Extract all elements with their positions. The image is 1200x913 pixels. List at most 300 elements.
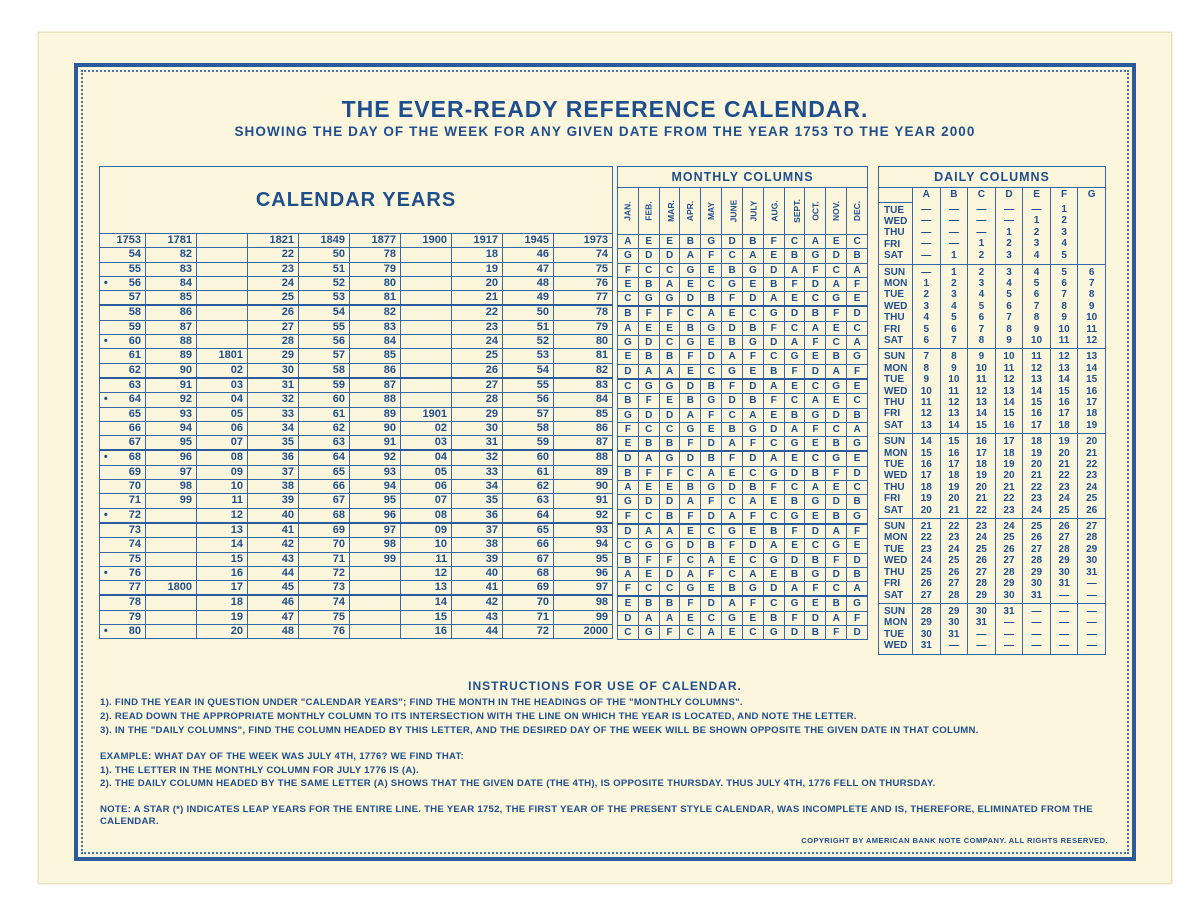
weekday-names — [879, 519, 913, 604]
year-cell: 55 — [503, 378, 554, 393]
month-letter-cell: E — [701, 263, 722, 277]
date-value: 22 — [920, 532, 932, 544]
year-row — [100, 248, 613, 262]
month-letter-cell: E — [784, 539, 805, 553]
month-letter-cell: A — [680, 408, 701, 422]
year-cell: 59 — [503, 436, 554, 451]
month-label: JULY — [748, 200, 759, 222]
year-row — [100, 320, 613, 334]
date-value: 20 — [975, 481, 987, 493]
month-letter-cell: E — [826, 394, 847, 408]
daily-date-column — [995, 434, 1023, 519]
month-letter-cell: A — [701, 306, 722, 321]
year-cell: 87 — [146, 320, 197, 334]
month-letter-cell: B — [659, 596, 680, 611]
daily-letter: B — [940, 188, 968, 203]
date-value: — — [1003, 628, 1014, 640]
date-value: — — [1059, 628, 1070, 640]
date-value: 8 — [1088, 289, 1095, 301]
month-letter-cell: F — [701, 567, 722, 581]
month-letter-cell: G — [805, 495, 826, 509]
month-letter-cell: F — [847, 277, 868, 291]
weekday-name: SAT — [884, 250, 904, 262]
date-value: — — [1031, 628, 1042, 640]
weekday-name: WED — [884, 300, 908, 312]
date-value: 19 — [1058, 436, 1070, 448]
year-cell: 63 — [503, 494, 554, 508]
date-value: 8 — [923, 362, 930, 374]
year-cell: 11 — [197, 494, 248, 508]
month-letter-cell: D — [784, 466, 805, 480]
year-cell: 28 — [248, 335, 299, 349]
year-cell: 12 — [197, 508, 248, 523]
year-cell: 94 — [554, 538, 613, 552]
year-cell: 80 — [112, 625, 146, 639]
month-letter-cell: C — [618, 626, 639, 640]
daily-date-column — [1050, 264, 1078, 349]
month-letter-cell: B — [701, 539, 722, 553]
month-letter-cell: A — [784, 422, 805, 436]
month-letter-cell: G — [701, 394, 722, 408]
month-header — [722, 188, 743, 235]
year-cell: 1753 — [112, 234, 146, 248]
month-letter-cell: C — [742, 466, 763, 480]
month-letter-cell: F — [680, 596, 701, 611]
date-value: — — [976, 226, 987, 238]
month-letter-cell: G — [722, 364, 743, 379]
month-letter-cell: C — [742, 306, 763, 321]
month-header — [784, 188, 805, 235]
date-value: 19 — [1086, 419, 1098, 431]
date-value: 17 — [948, 459, 960, 471]
month-letter-cell: D — [722, 481, 743, 495]
date-value: 26 — [948, 566, 960, 578]
month-letter-cell: A — [701, 553, 722, 567]
month-letter-cell: D — [722, 321, 743, 335]
date-value: 24 — [975, 532, 987, 544]
date-value: 8 — [1006, 323, 1012, 335]
year-cell: 51 — [503, 320, 554, 334]
month-letter-cell: G — [763, 553, 784, 567]
year-cell — [146, 538, 197, 552]
year-cell: 87 — [350, 378, 401, 393]
month-letter-cell: G — [722, 524, 743, 539]
leap-year-marker — [100, 581, 112, 596]
year-cell — [401, 378, 452, 393]
daily-letter: D — [995, 188, 1023, 203]
month-letter-cell: F — [742, 509, 763, 524]
date-value: 3 — [978, 277, 985, 289]
daily-date-column — [1050, 434, 1078, 519]
month-letter-cell: E — [805, 596, 826, 611]
month-letter-cell: F — [826, 553, 847, 567]
year-cell — [401, 305, 452, 320]
year-cell: 61 — [112, 349, 146, 363]
date-value: — — [1086, 617, 1097, 629]
leap-year-marker — [100, 234, 112, 248]
leap-year-marker — [100, 610, 112, 624]
year-cell — [401, 291, 452, 306]
date-value: 22 — [1030, 481, 1043, 493]
year-cell: 30 — [248, 363, 299, 378]
year-cell: 83 — [554, 378, 613, 393]
date-value: 23 — [1058, 481, 1070, 493]
date-value: 16 — [1030, 408, 1043, 420]
date-value: 30 — [975, 605, 987, 617]
month-letter-cell: F — [680, 509, 701, 524]
month-letter-cell: D — [701, 596, 722, 611]
month-letter-cell: E — [826, 321, 847, 335]
year-cell: 85 — [554, 407, 613, 421]
year-row — [100, 581, 613, 596]
month-letter-cell: A — [722, 437, 743, 452]
month-letter-cell: D — [742, 379, 763, 394]
year-cell: 17 — [197, 581, 248, 596]
month-header — [805, 188, 826, 235]
weekday-name: WED — [884, 215, 908, 227]
month-letter-cell: E — [722, 306, 743, 321]
month-letter-row — [618, 277, 868, 291]
month-letter-cell: B — [847, 408, 868, 422]
year-cell: 57 — [299, 349, 350, 363]
date-value: 9 — [951, 362, 957, 374]
date-value: 15 — [1003, 408, 1015, 420]
year-row — [100, 450, 613, 465]
month-letter-cell: F — [742, 350, 763, 364]
year-cell: 10 — [197, 480, 248, 494]
month-letter-cell: C — [826, 336, 847, 350]
year-cell: 22 — [452, 305, 503, 320]
daily-date-column — [1023, 434, 1051, 519]
date-value: 4 — [1033, 266, 1040, 278]
calendar-years-table — [99, 166, 613, 639]
daily-date-column — [1023, 519, 1051, 604]
month-letter-cell: C — [722, 249, 743, 263]
month-letter-cell: B — [680, 321, 701, 335]
month-letter-cell: D — [659, 408, 680, 422]
date-value: — — [921, 204, 932, 215]
year-cell: 83 — [146, 262, 197, 276]
date-value: 4 — [1033, 249, 1040, 261]
date-value: 10 — [948, 374, 960, 386]
year-cell: 23 — [452, 320, 503, 334]
month-letter-cell: D — [742, 539, 763, 553]
year-cell: 38 — [452, 538, 503, 552]
month-letter-cell: G — [638, 292, 659, 307]
month-letter-cell: C — [722, 408, 743, 422]
year-cell: 97 — [554, 581, 613, 596]
daily-date-column — [968, 603, 996, 654]
weekday-name: TUE — [884, 459, 904, 471]
year-cell: 43 — [248, 552, 299, 566]
month-letter-cell: G — [742, 263, 763, 277]
month-letter-cell: F — [847, 611, 868, 625]
year-row — [100, 234, 613, 248]
instruction-line: EXAMPLE: WHAT DAY OF THE WEEK WAS JULY 4TH, 1776? WE FIND THAT: — [100, 751, 465, 762]
year-cell: 26 — [248, 305, 299, 320]
date-value: 22 — [975, 504, 987, 516]
weekday-name: SUN — [884, 436, 906, 448]
date-value: 29 — [1086, 543, 1098, 555]
year-cell: 67 — [503, 552, 554, 566]
month-letter-cell: C — [680, 306, 701, 321]
date-value: 14 — [975, 408, 987, 420]
date-value: 2 — [1006, 238, 1012, 250]
year-cell: 89 — [350, 407, 401, 421]
date-value: 17 — [1086, 397, 1098, 408]
year-cell: 64 — [503, 508, 554, 523]
date-value: 17 — [975, 447, 987, 459]
month-letter-cell: B — [784, 249, 805, 263]
date-value: 27 — [948, 578, 960, 590]
month-letter-cell: G — [701, 235, 722, 249]
year-cell: 1945 — [503, 234, 554, 248]
weekday-name: WED — [884, 640, 908, 652]
year-cell: 81 — [350, 291, 401, 306]
date-value: 15 — [948, 436, 960, 448]
year-cell: 13 — [197, 523, 248, 538]
year-cell: 07 — [197, 436, 248, 451]
leap-year-marker — [100, 523, 112, 538]
month-letter-cell: E — [722, 466, 743, 480]
date-value: — — [1031, 204, 1042, 215]
month-letter-cell: D — [826, 408, 847, 422]
month-letter-row — [618, 553, 868, 567]
month-letter-cell: E — [618, 437, 639, 452]
month-letter-cell: A — [763, 539, 784, 553]
year-cell — [146, 523, 197, 538]
weekday-name: SUN — [884, 605, 906, 617]
month-letter-cell: E — [847, 292, 868, 307]
date-value: 9 — [1006, 334, 1012, 346]
month-letter-cell: A — [784, 263, 805, 277]
date-value: 29 — [920, 617, 932, 629]
date-value: 27 — [1086, 521, 1098, 533]
month-letter-cell: G — [638, 626, 659, 640]
daily-date-column — [995, 202, 1023, 264]
page-title: THE EVER-READY REFERENCE CALENDAR. — [341, 96, 869, 122]
month-header — [701, 188, 722, 235]
year-cell — [350, 610, 401, 624]
date-value: — — [921, 266, 932, 278]
year-cell: 65 — [299, 465, 350, 479]
date-value: 4 — [978, 289, 985, 301]
year-cell: 32 — [452, 450, 503, 465]
month-letter-cell: D — [763, 336, 784, 350]
month-letter-cell: A — [784, 336, 805, 350]
month-letter-row — [618, 235, 868, 249]
month-letter-cell: D — [618, 364, 639, 379]
month-letter-cell: D — [763, 582, 784, 597]
year-cell: 1781 — [146, 234, 197, 248]
month-letter-cell: C — [784, 321, 805, 335]
date-value: 30 — [1086, 555, 1098, 567]
month-letter-cell: B — [618, 394, 639, 408]
year-row — [100, 335, 613, 349]
date-value: 5 — [951, 312, 957, 324]
date-value: 10 — [975, 362, 987, 374]
month-letter-cell: B — [638, 596, 659, 611]
date-value: 9 — [1033, 323, 1040, 335]
year-cell: 07 — [401, 494, 452, 508]
month-letter-cell: A — [659, 277, 680, 291]
date-value: 18 — [920, 481, 932, 493]
date-value: 1 — [1033, 215, 1040, 227]
month-letter-cell: G — [847, 350, 868, 364]
month-letter-cell: C — [638, 509, 659, 524]
date-value: 2 — [923, 289, 930, 301]
month-letter-cell: G — [618, 408, 639, 422]
year-cell: 19 — [197, 610, 248, 624]
weekday-name: SAT — [884, 504, 904, 516]
date-value: 11 — [976, 374, 987, 386]
month-letter-cell: E — [680, 364, 701, 379]
date-value: 14 — [1086, 362, 1098, 374]
instruction-line: 1). THE LETTER IN THE MONTHLY COLUMN FOR JULY 1776 IS (A). — [100, 765, 419, 776]
year-cell: 37 — [248, 465, 299, 479]
year-cell: 52 — [503, 335, 554, 349]
month-letter-cell: B — [701, 451, 722, 466]
date-value: 9 — [1061, 312, 1067, 324]
leap-year-marker — [100, 421, 112, 435]
month-letter-row — [618, 422, 868, 436]
month-letter-cell: G — [638, 539, 659, 553]
month-letter-cell: B — [722, 263, 743, 277]
year-cell: 82 — [350, 305, 401, 320]
year-cell: 88 — [146, 335, 197, 349]
year-cell: 60 — [112, 335, 146, 349]
date-value: 1 — [1061, 204, 1067, 215]
year-cell — [197, 234, 248, 248]
year-cell: 05 — [197, 407, 248, 421]
month-letter-cell: C — [805, 451, 826, 466]
month-letter-cell: A — [847, 422, 868, 436]
date-value: 19 — [1003, 459, 1015, 471]
month-letter-cell: E — [742, 277, 763, 291]
year-cell: 11 — [401, 552, 452, 566]
month-letter-cell: B — [805, 466, 826, 480]
date-value: 22 — [1003, 493, 1015, 505]
year-cell: 15 — [197, 552, 248, 566]
daily-letter: G — [1078, 188, 1106, 203]
date-value: 29 — [1058, 555, 1070, 567]
year-cell: 34 — [452, 480, 503, 494]
date-value: 23 — [975, 521, 987, 533]
month-letter-cell: F — [701, 495, 722, 509]
daily-date-column — [1078, 264, 1106, 349]
date-value: 23 — [948, 532, 960, 544]
month-letter-cell: C — [722, 567, 743, 581]
month-letter-cell: E — [826, 235, 847, 249]
year-row — [100, 436, 613, 451]
year-cell: 93 — [554, 523, 613, 538]
year-cell: 02 — [401, 421, 452, 435]
date-value: 1 — [923, 277, 930, 289]
year-cell: 16 — [197, 566, 248, 580]
year-cell: 15 — [401, 610, 452, 624]
date-value: 2 — [1033, 226, 1040, 238]
year-row — [100, 276, 613, 290]
month-header — [763, 188, 784, 235]
month-letter-row — [618, 611, 868, 625]
month-letter-cell: F — [805, 336, 826, 350]
date-value: 19 — [920, 493, 932, 505]
date-value: — — [1031, 617, 1042, 629]
date-value: 12 — [920, 408, 932, 420]
year-cell — [350, 625, 401, 639]
date-value: 20 — [948, 493, 960, 505]
leap-year-marker — [100, 320, 112, 334]
year-cell: 03 — [401, 436, 452, 451]
date-value: — — [1059, 640, 1070, 652]
year-cell: 85 — [350, 349, 401, 363]
copyright-notice: COPYRIGHT BY AMERICAN BANK NOTE COMPANY. ALL RIGHTS RESERVED. — [801, 836, 1108, 845]
date-value: 14 — [920, 436, 932, 448]
date-value: 24 — [1086, 481, 1098, 493]
weekday-name: MON — [884, 532, 908, 544]
year-row — [100, 494, 613, 508]
date-value: 8 — [1033, 312, 1040, 324]
daily-letter: E — [1023, 188, 1051, 203]
year-cell — [146, 552, 197, 566]
date-value: — — [1003, 204, 1014, 215]
weekday-name: FRI — [884, 238, 901, 250]
date-value: 10 — [1058, 323, 1070, 335]
date-value: 1 — [978, 238, 985, 250]
year-cell: 58 — [299, 363, 350, 378]
month-letter-cell: C — [638, 422, 659, 436]
date-value: 19 — [975, 470, 987, 482]
month-letter-cell: D — [847, 553, 868, 567]
year-cell: 42 — [248, 538, 299, 552]
weekday-name: SAT — [884, 419, 904, 431]
year-cell: 25 — [248, 291, 299, 306]
date-value: 4 — [951, 300, 957, 312]
month-letter-cell: C — [701, 524, 722, 539]
month-letter-cell: A — [826, 611, 847, 625]
daily-corner — [879, 188, 913, 203]
month-letter-cell: A — [826, 277, 847, 291]
month-letter-cell: A — [618, 567, 639, 581]
year-cell: 13 — [401, 581, 452, 596]
weekday-name: TUE — [884, 628, 904, 640]
year-cell: 91 — [554, 494, 613, 508]
year-cell — [197, 276, 248, 290]
date-value: 24 — [948, 543, 960, 555]
date-value: 26 — [1030, 532, 1043, 544]
month-letter-cell: F — [701, 249, 722, 263]
year-cell — [350, 595, 401, 610]
year-cell: 95 — [146, 436, 197, 451]
month-letter-row — [618, 451, 868, 466]
month-letter-cell: A — [763, 451, 784, 466]
year-cell — [401, 248, 452, 262]
date-value: 16 — [1058, 397, 1070, 408]
month-letter-cell: G — [680, 336, 701, 350]
year-cell: 58 — [112, 305, 146, 320]
year-cell: 08 — [401, 508, 452, 523]
date-value: 6 — [1033, 289, 1040, 301]
date-value: 30 — [920, 628, 932, 640]
daily-date-column — [940, 434, 968, 519]
month-label: MAY — [706, 201, 717, 221]
weekday-name: SUN — [884, 266, 906, 278]
daily-letter-row — [879, 188, 1106, 203]
year-cell: 91 — [146, 378, 197, 393]
year-cell: 64 — [299, 450, 350, 465]
date-value: 12 — [948, 397, 960, 408]
daily-date-column — [1078, 202, 1106, 264]
